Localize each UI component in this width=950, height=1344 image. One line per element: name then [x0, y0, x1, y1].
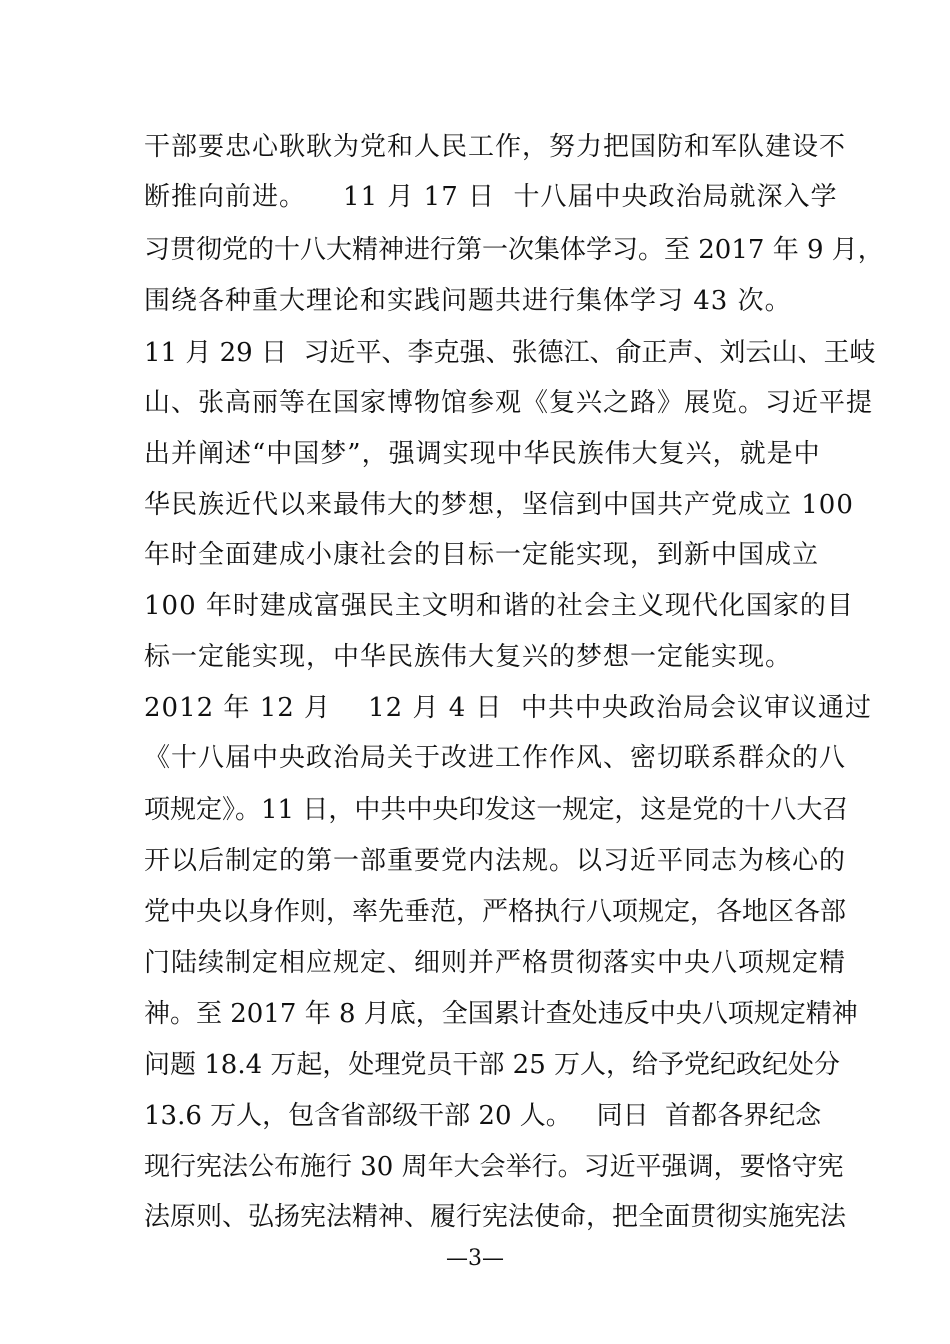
text-line: 现行宪法公布施行 30 周年大会举行。习近平强调，要恪守宪: [144, 1152, 844, 1182]
text-line: 法原则、弘扬宪法精神、履行宪法使命，把全面贯彻实施宪法: [144, 1202, 847, 1232]
text-line: 神。至 2017 年 8 月底，全国累计查处违反中央八项规定精神: [144, 999, 858, 1029]
text-line: 年时全面建成小康社会的目标一定能实现，到新中国成立: [144, 540, 820, 570]
text-line: 山、张高丽等在国家博物馆参观《复兴之路》展览。习近平提: [144, 388, 874, 418]
page-number: —3—: [446, 1246, 504, 1271]
text-line: 11 月 29 日 习近平、李克强、张德江、俞正声、刘云山、王岐: [144, 338, 876, 368]
text-line: 标一定能实现，中华民族伟大复兴的梦想一定能实现。: [144, 642, 793, 672]
text-line: 门陆续制定相应规定、细则并严格贯彻落实中央八项规定精: [144, 948, 847, 978]
text-line: 习贯彻党的十八大精神进行第一次集体学习。至 2017 年 9 月，: [144, 235, 884, 265]
text-line: 13.6 万人，包含省部级干部 20 人。 同日 首都各界纪念: [144, 1101, 822, 1131]
text-line: 2012 年 12 月 12 月 4 日 中共中央政治局会议审议通过: [144, 693, 873, 723]
text-line: 围绕各种重大理论和实践问题共进行集体学习 43 次。: [144, 286, 792, 316]
text-line: 《十八届中央政治局关于改进工作作风、密切联系群众的八: [144, 743, 847, 773]
text-line: 开以后制定的第一部重要党内法规。以习近平同志为核心的: [144, 846, 847, 876]
text-line: 项规定》。11 日，中共中央印发这一规定，这是党的十八大召: [144, 795, 849, 825]
text-line: 问题 18.4 万起，处理党员干部 25 万人，给予党纪政纪处分: [144, 1050, 841, 1080]
text-line: 100 年时建成富强民主文明和谐的社会主义现代化国家的目: [144, 591, 854, 621]
text-line: 断推向前进。 11 月 17 日 十八届中央政治局就深入学: [144, 182, 838, 212]
text-line: 出并阐述“中国梦”，强调实现中华民族伟大复兴，就是中: [144, 439, 821, 469]
text-line: 干部要忠心耿耿为党和人民工作，努力把国防和军队建设不: [144, 132, 847, 162]
text-line: 党中央以身作则，率先垂范，严格执行八项规定，各地区各部: [144, 897, 847, 927]
text-line: 华民族近代以来最伟大的梦想，坚信到中国共产党成立 100: [144, 490, 854, 520]
